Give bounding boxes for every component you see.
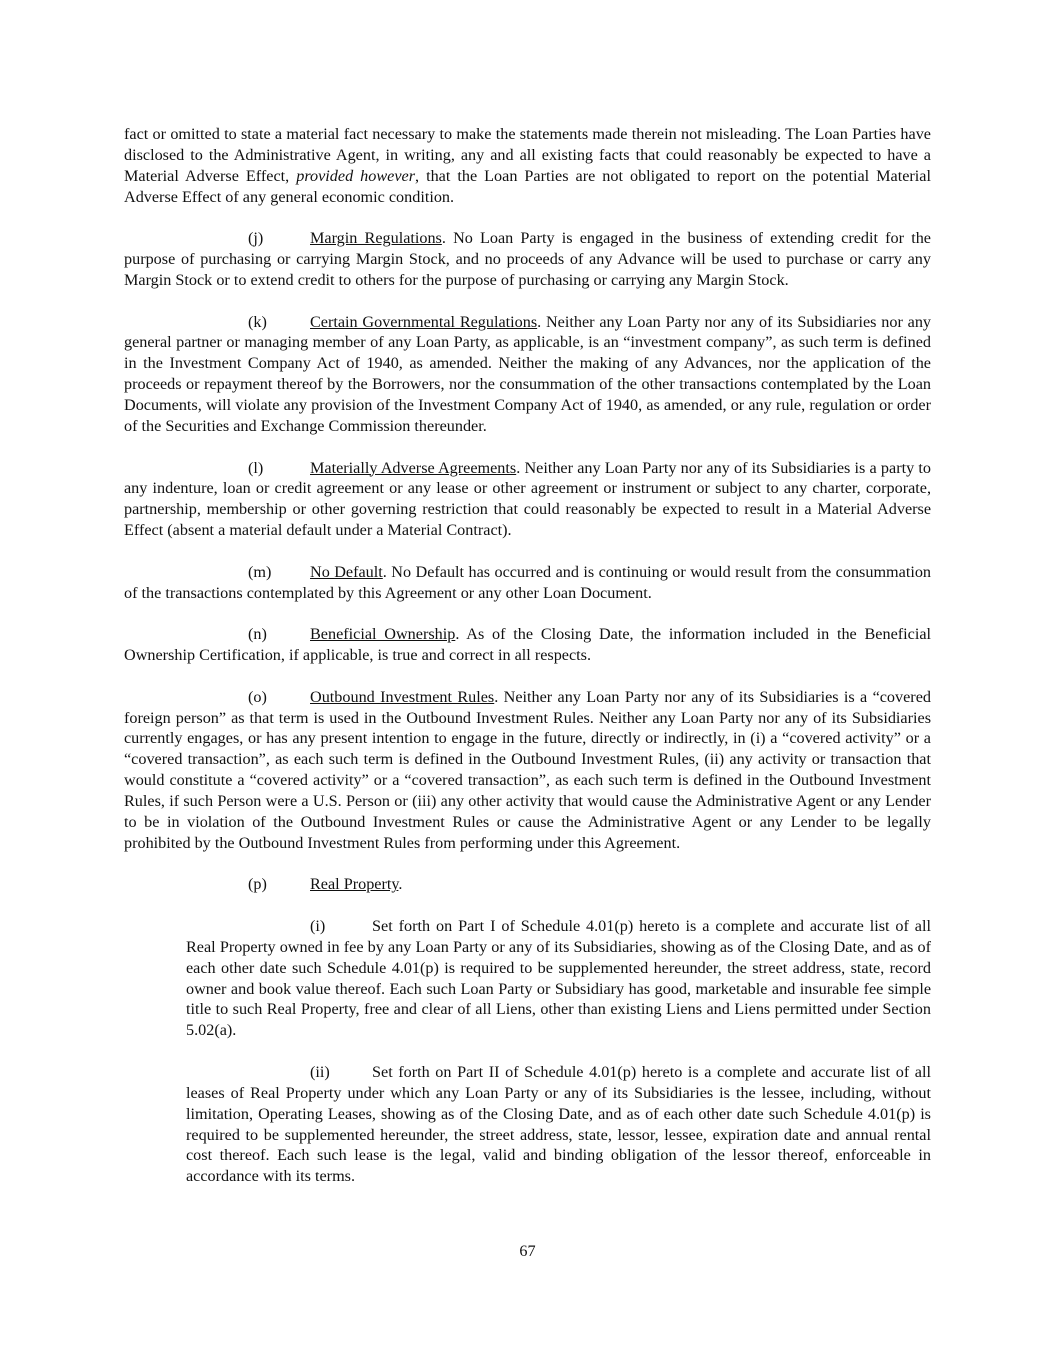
subsection-ii: (ii) Set forth on Part II of Schedule 4.01(p) hereto is a complete and accurate list of all leases of Real Property under which any Loan Party or any of its Subsidiaries is the lessee, including, without limitation, Operating Leases, showing as of the Closing Date, and as of each other date such Schedule 4.01(p) is required to be supplemented hereunder, the street address, state, lessor, lessee, expiration date and annual rental cost thereof. Each such lease is the legal, valid and binding obligation of the lessor thereof, enforceable in accordance with its terms. xyxy=(186,1062,931,1186)
section-heading: Beneficial Ownership xyxy=(310,625,456,644)
section-heading: Real Property xyxy=(310,875,399,894)
section-j: (j) Margin Regulations. No Loan Party is engaged in the business of extending credit for the purpose of purchasing or carrying Margin Stock, and no proceeds of any Advance will be used to purchase or carry any Margin Stock or to extend credit to others for the purpose of purchasing or carrying any Margin Stock. xyxy=(124,229,931,289)
section-heading: Certain Governmental Regulations xyxy=(310,312,538,331)
section-k: (k) Certain Governmental Regulations. Neither any Loan Party nor any of its Subsidiaries nor any general partner or managing member of any Loan Party, as applicable, is an “investment company”, as such term is defined in the Investment Company Act of 1940, as amended. Neither the making of any Advances, nor the application of the proceeds or repayment thereof by the Borrowers, nor the consummation of the other transactions contemplated by the Loan Documents, will violate any provision of the Investment Company Act of 1940, as amended, or any rule, regulation or order of the Securities and Exchange Commission thereunder. xyxy=(124,312,932,435)
section-heading: Outbound Investment Rules xyxy=(310,687,495,706)
section-heading: Margin Regulations xyxy=(310,229,442,248)
section-l: (l) Materially Adverse Agreements. Neither any Loan Party nor any of its Subsidiaries is a party to any indenture, loan or credit agreement or any lease or other agreement or instrument or subject to any charter, corporate, partnership, membership or other governing restriction that could reasonably be expected to result in a Material Adverse Effect (absent a material default under a Material Contract). xyxy=(124,458,931,540)
section-p: (p) Real Property. xyxy=(248,875,403,894)
subsection-i: (i) Set forth on Part I of Schedule 4.01(p) hereto is a complete and accurate list of all Real Property owned in fee by any Loan Party or any of its Subsidiaries, showing as of the Closing Date, and as of each other date such Schedule 4.01(p) is required to be supplemented hereunder, the street address, state, record owner and book value thereof. Each such Loan Party or Subsidiary has good, marketable and insurable fee simple title to such Real Property, free and clear of all Liens, other than existing Liens and Liens permitted under Section 5.02(a). xyxy=(186,917,931,1040)
document-page xyxy=(124,124,931,1208)
section-m: (m) No Default. No Default has occurred and is continuing or would result from the consummation of the transactions contemplated by this Agreement or any other Loan Document. xyxy=(124,562,932,602)
section-heading: No Default xyxy=(310,562,383,581)
intro-paragraph: fact or omitted to state a material fact necessary to make the statements made therein not misleading. The Loan Parties have disclosed to the Administrative Agent, in writing, any and all existing facts that could reasonably be expected to have a Material Adverse Effect, provided however, that the Loan Parties are not obligated to report on the potential Material Adverse Effect of any general economic condition. xyxy=(124,125,931,206)
page-number: 67 xyxy=(519,1242,536,1260)
section-heading: Materially Adverse Agreements xyxy=(310,458,517,477)
section-o: (o) Outbound Investment Rules. Neither any Loan Party nor any of its Subsidiaries is a “covered foreign person” as that term is used in the Outbound Investment Rules. Neither any Loan Party nor any of its Subsidiaries currently engages, or has any present intention to engage in the future, directly or indirectly, in (i) a “covered activity” or a “covered transaction”, as each such term is defined in the Outbound Investment Rules, (ii) any activity or transaction that would constitute a “covered activity” or a “covered transaction”, as each such term is defined in the Outbound Investment Rules, if such Person were a U.S. Person or (iii) any other activity that would cause the Administrative Agent or any Lender to be in violation of the Outbound Investment Rules or cause the Administrative Agent or any Lender to be legally prohibited by the Outbound Investment Rules from performing under this Agreement. xyxy=(124,687,931,852)
section-n: (n) Beneficial Ownership. As of the Closing Date, the information included in the Beneficial Ownership Certification, if applicable, is true and correct in all respects. xyxy=(124,625,932,665)
